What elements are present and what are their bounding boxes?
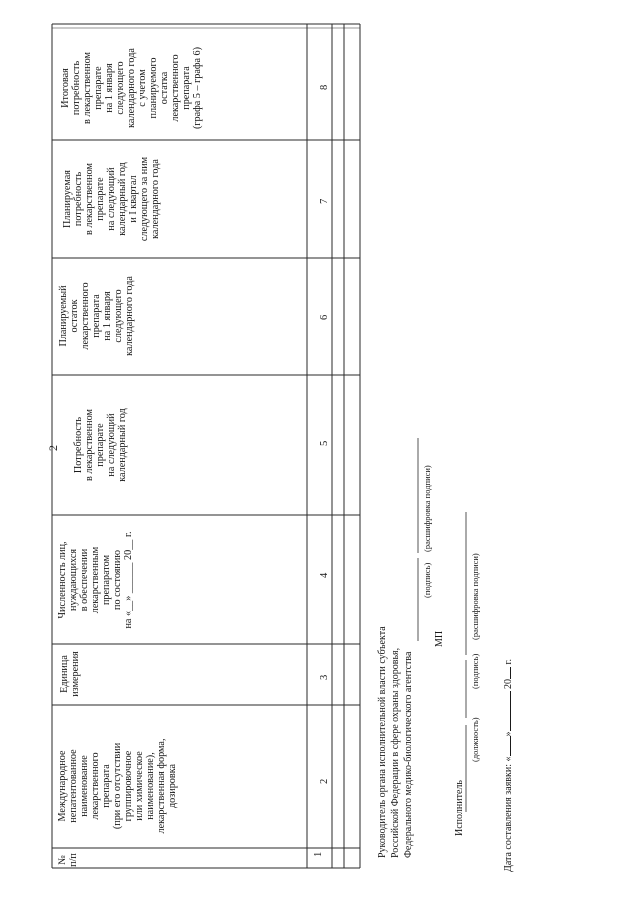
executor-sign-caption: (подпись) <box>470 653 480 689</box>
column-header-5 <box>73 370 128 520</box>
executor-position-caption: (должность) <box>470 717 480 762</box>
column-number-6: 6 <box>319 314 330 320</box>
column-header-2-line: Международное <box>57 750 68 822</box>
date-year-blank <box>502 667 511 679</box>
column-number-2: 2 <box>319 778 330 784</box>
date-label: Дата составления заявки: « <box>503 756 514 872</box>
column-header-4-line: препаратом <box>101 554 112 606</box>
column-header-2-line: лекарственная форма, <box>156 738 167 834</box>
column-header-8-line: на 1 января <box>104 63 115 113</box>
column-header-4-line: нуждающихся <box>68 548 79 612</box>
column-header-5-line: на следующий <box>106 413 117 477</box>
column-header-6-line: лекарственного <box>80 282 91 350</box>
column-header-8-line: лекарственного <box>170 54 181 122</box>
head-title-line-3: Федерального медико-биологического агентства <box>403 651 414 858</box>
column-header-2-line: дозировка <box>167 763 178 809</box>
column-header-1-line: № <box>57 855 68 865</box>
column-header-7-line: Планируемая <box>62 170 73 228</box>
column-header-8-line: с учетом <box>137 69 148 107</box>
column-number-8: 8 <box>319 84 330 90</box>
date-month-blank <box>502 691 511 731</box>
date-mid: » <box>503 731 514 737</box>
column-number-3: 3 <box>319 674 330 680</box>
column-number-4: 4 <box>319 572 330 578</box>
column-header-4-line: на «__» ______ 20__ г. <box>123 531 134 629</box>
column-header-2-line: лекарственного <box>90 752 101 820</box>
column-header-6-line: следующего <box>113 289 124 343</box>
executor-name-caption: (расшифровка подписи) <box>470 553 480 640</box>
column-header-8-line: планируемого <box>148 57 159 119</box>
column-header-6-line: на 1 января <box>102 291 113 341</box>
column-header-8-line: препарата <box>181 66 192 110</box>
column-header-4 <box>57 505 134 655</box>
column-header-6-line: календарного года <box>124 276 135 356</box>
column-header-8-line: потребность <box>71 60 82 116</box>
column-header-6-line: Планируемый <box>58 285 69 347</box>
column-header-2-line: препарата <box>101 764 112 808</box>
column-header-3-line: Единица <box>59 655 70 693</box>
column-header-5-line: календарный год <box>117 408 128 482</box>
column-header-8-line: следующего <box>115 61 126 115</box>
column-header-7-line: потребность <box>73 171 84 227</box>
column-number-7: 7 <box>319 198 330 204</box>
column-header-4-line: Численность лиц, <box>57 541 68 619</box>
column-header-7-line: календарный год <box>117 162 128 236</box>
column-header-2-line: наименование), <box>145 752 156 820</box>
column-number-5: 5 <box>319 440 330 446</box>
column-header-8 <box>60 13 203 163</box>
page-number: 2 <box>46 445 60 451</box>
column-header-2-line: группировочное <box>123 750 134 822</box>
date-year: 20 <box>503 678 514 689</box>
column-header-2-line: наименование <box>79 755 90 817</box>
column-header-2-line: непатентованное <box>68 749 79 823</box>
column-header-7-line: препарате <box>95 177 106 221</box>
column-header-2-line: (при его отсутствии <box>112 742 123 830</box>
column-header-6-line: препарата <box>91 294 102 338</box>
column-header-4-line: по состоянию <box>112 550 123 610</box>
column-header-7-line: и I квартал <box>128 175 139 223</box>
column-header-6-line: остаток <box>69 299 80 333</box>
column-header-3-line: измерения <box>70 651 81 697</box>
column-number-1: 1 <box>313 851 324 857</box>
executor-label: Исполнитель <box>454 780 465 836</box>
column-header-5-line: Потребность <box>73 416 84 474</box>
column-header-7-line: на следующий <box>106 167 117 231</box>
column-header-7-line: в лекарственном <box>84 163 95 235</box>
column-header-5-line: в лекарственном <box>84 409 95 481</box>
column-header-4-line: в обеспечении <box>79 548 90 612</box>
column-header-7-line: следующего за ним <box>139 156 150 242</box>
column-header-1-line: п/п <box>68 853 79 867</box>
date-line <box>502 659 514 872</box>
column-header-8-line: Итоговая <box>60 68 71 108</box>
column-header-8-line: препарате <box>93 66 104 110</box>
column-header-8-line: (графа 5 – графа 6) <box>192 46 203 130</box>
head-name-caption: (расшифровка подписи) <box>422 465 432 552</box>
head-sign-caption: (подпись) <box>422 562 432 598</box>
column-header-8-line: в лекарственном <box>82 52 93 124</box>
date-day-blank <box>502 736 511 756</box>
column-header-5-line: препарате <box>95 423 106 467</box>
stamp-label: МП <box>434 630 445 647</box>
column-header-4-line: лекарственным <box>90 546 101 614</box>
date-suffix: г. <box>503 659 514 665</box>
column-header-7-line: календарного года <box>150 159 161 239</box>
column-header-2-line: или химическое <box>134 751 145 821</box>
head-title-line-1: Руководитель органа исполнительной власти субъекта <box>377 626 388 858</box>
column-header-8-line: остатка <box>159 71 170 105</box>
column-header-8-line: календарного года <box>126 48 137 128</box>
head-title-line-2: Российской Федерации в сфере охраны здоровья, <box>390 647 401 858</box>
